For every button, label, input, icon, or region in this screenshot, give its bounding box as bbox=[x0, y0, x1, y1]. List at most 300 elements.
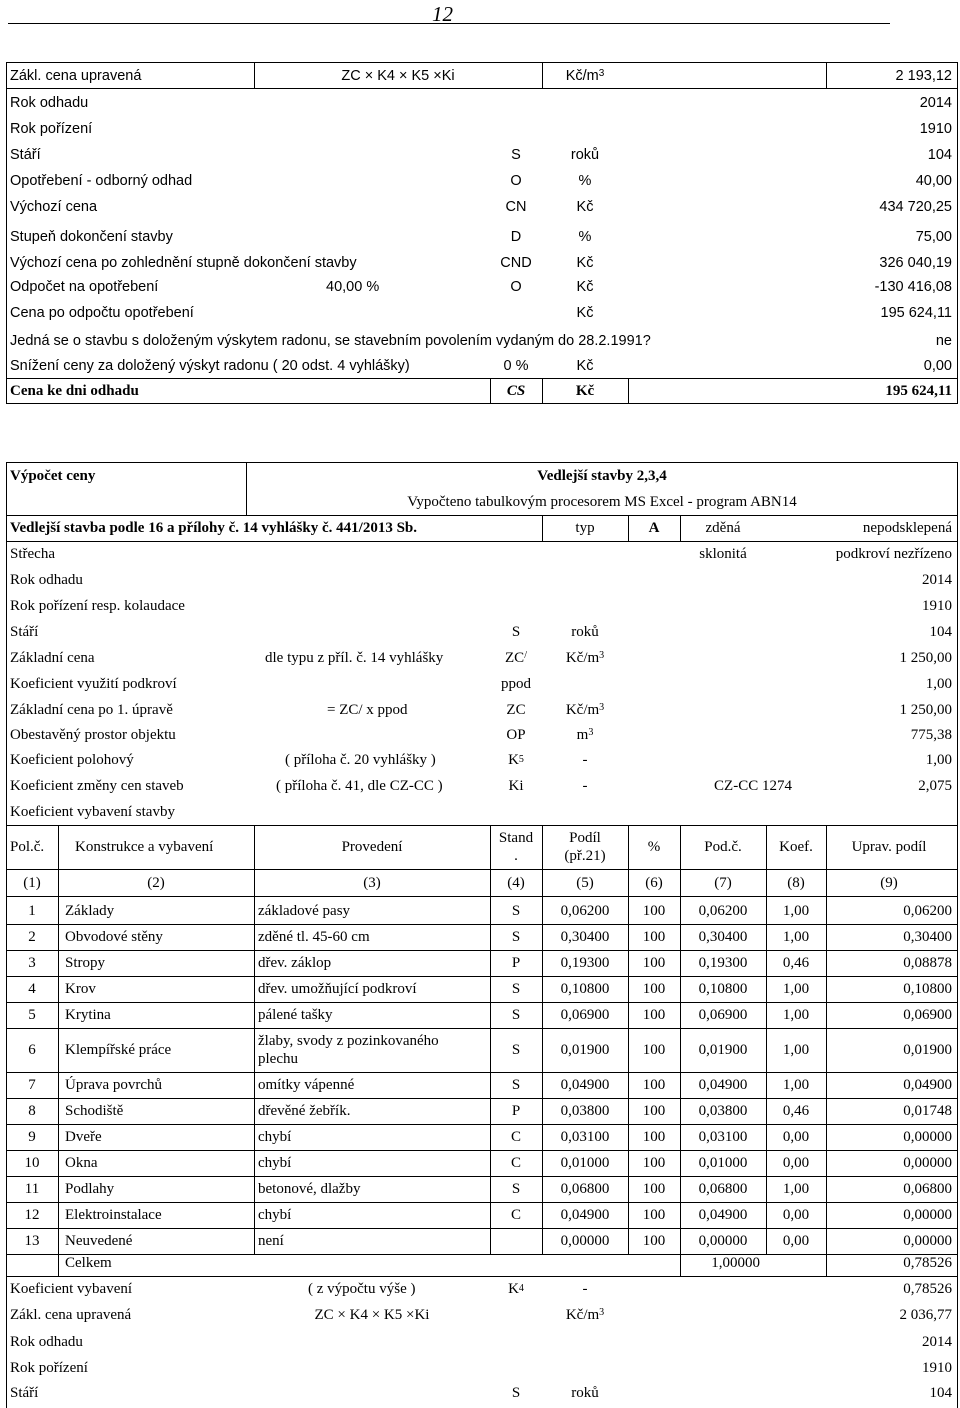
cell-pct: 100 bbox=[642, 928, 666, 945]
cell-prov: chybí bbox=[258, 1154, 292, 1171]
cell-name: Obvodové stěny bbox=[65, 928, 163, 945]
cell-podc: 0,03100 bbox=[698, 1128, 748, 1145]
cell-pct: 100 bbox=[642, 1206, 666, 1223]
cell-podil: 0,06900 bbox=[560, 1006, 610, 1023]
unit-sup: 3 bbox=[598, 68, 605, 79]
label: Základní cena bbox=[10, 649, 95, 666]
row-zakl-cena-2 bbox=[0, 1302, 960, 1328]
cell-podc: 0,19300 bbox=[698, 954, 748, 971]
symbol: S bbox=[511, 623, 521, 640]
sym-text: K bbox=[508, 751, 519, 768]
cell-up: 0,08878 bbox=[903, 954, 952, 971]
unit-sup: 3 bbox=[588, 727, 594, 738]
label: Koeficient polohový bbox=[10, 751, 134, 768]
cell-n: 11 bbox=[24, 1180, 40, 1197]
sym-sub: 4 bbox=[518, 1283, 524, 1294]
cell-up: 0,01748 bbox=[903, 1102, 952, 1119]
cell-pct: 100 bbox=[642, 1180, 666, 1197]
label: Stupeň dokončení stavby bbox=[10, 229, 173, 245]
table-row bbox=[0, 1028, 960, 1072]
cell-pct: 100 bbox=[642, 980, 666, 997]
row-cena-ke-dni bbox=[0, 378, 960, 404]
cell-koef: 0,00 bbox=[782, 1232, 810, 1249]
row-rok-odhadu-3 bbox=[0, 1329, 960, 1355]
unit: Kč bbox=[576, 279, 594, 295]
cell-name: Dveře bbox=[65, 1128, 102, 1145]
cell-podil: 0,03800 bbox=[560, 1102, 610, 1119]
label: Snížení ceny za doložený výskyt radonu ( 20 odst. 4 vyhlášky) bbox=[10, 358, 410, 374]
grid-vline bbox=[58, 825, 59, 1254]
table-row bbox=[0, 1072, 960, 1098]
header-koef: Koef. bbox=[779, 838, 813, 855]
row-koef-vybaveni-stavby bbox=[0, 799, 960, 825]
cell-name: Okna bbox=[65, 1154, 98, 1171]
value: 326 040,19 bbox=[879, 255, 952, 271]
col-num-4: (4) bbox=[507, 874, 525, 891]
cell-name: Klempířské práce bbox=[65, 1041, 172, 1058]
cell-prov: dřev. záklop bbox=[258, 954, 332, 971]
label: Obestavěný prostor objektu bbox=[10, 726, 176, 743]
value: 434 720,25 bbox=[879, 199, 952, 215]
cell-podc: 0,01900 bbox=[698, 1041, 748, 1058]
header-polc: Pol.č. bbox=[10, 838, 45, 855]
cell-prov bbox=[258, 1028, 490, 1072]
grid-hline bbox=[6, 1098, 958, 1099]
value: 0,00 bbox=[923, 358, 952, 374]
unit-sup: 3 bbox=[599, 702, 605, 713]
row-vedlejsi-stavba bbox=[0, 515, 960, 541]
symbol: D bbox=[510, 229, 522, 245]
value: 1 250,00 bbox=[899, 649, 952, 666]
value: 104 bbox=[929, 623, 952, 640]
label: Stáří bbox=[10, 623, 39, 640]
label: Jedná se o stavbu s doloženým výskytem radonu, se stavebním povolením vydaným do 28.2.1991? bbox=[10, 333, 651, 349]
unit-sup: 3 bbox=[599, 650, 605, 661]
attic: podkroví nezřízeno bbox=[835, 545, 952, 562]
cell-pct: 100 bbox=[642, 1041, 666, 1058]
cell-s: S bbox=[511, 902, 521, 919]
reference: ( příloha č. 41, dle CZ-CC ) bbox=[276, 777, 443, 794]
cell-name: Úprava povrchů bbox=[65, 1076, 163, 1093]
col-num-9: (9) bbox=[880, 874, 898, 891]
label: Zákl. cena upravená bbox=[10, 68, 142, 84]
row-stupen-dokonceni bbox=[0, 224, 960, 250]
cell-up: 0,04900 bbox=[903, 1076, 952, 1093]
stand-line1: Stand bbox=[498, 830, 534, 846]
cell-up: 0,00000 bbox=[903, 1232, 952, 1249]
symbol: CND bbox=[500, 255, 532, 271]
label: Odpočet na opotřebení bbox=[10, 279, 159, 295]
row-rok-porizeni-2 bbox=[0, 593, 960, 619]
value: 2 036,77 bbox=[899, 1306, 952, 1323]
cell-n: 8 bbox=[28, 1102, 36, 1119]
value: -130 416,08 bbox=[874, 279, 952, 295]
grid-hline bbox=[6, 1176, 958, 1177]
cell-up: 0,10800 bbox=[903, 980, 952, 997]
unit: - bbox=[582, 751, 588, 768]
cell-up: 0,00000 bbox=[903, 1206, 952, 1223]
formula: ZC × K4 × K5 ×Ki bbox=[341, 68, 455, 84]
cell-podil: 0,01900 bbox=[560, 1041, 610, 1058]
value: 2014 bbox=[919, 95, 952, 111]
cell-podc: 0,00000 bbox=[698, 1232, 748, 1249]
grid-hline bbox=[6, 1124, 958, 1125]
cell-up: 0,30400 bbox=[903, 928, 952, 945]
cell-name: Stropy bbox=[65, 954, 106, 971]
cell-prov: dřevěné žebřík. bbox=[258, 1102, 351, 1119]
sym-sub: 5 bbox=[518, 754, 524, 765]
value: 0,78526 bbox=[903, 1280, 952, 1297]
label: Střecha bbox=[10, 545, 55, 562]
cell-s: C bbox=[510, 1128, 521, 1145]
row-koef-vybaveni bbox=[0, 1276, 960, 1302]
symbol: Ki bbox=[508, 777, 524, 794]
grid-vline bbox=[628, 825, 629, 1254]
unit: Kč bbox=[576, 305, 594, 321]
row-celkem bbox=[0, 1250, 960, 1276]
podc: 1,00000 bbox=[711, 1254, 760, 1271]
cell-koef: 0,00 bbox=[782, 1128, 810, 1145]
cell-podc: 0,10800 bbox=[698, 980, 748, 997]
row-vychozi-cena bbox=[0, 194, 960, 220]
label: Rok pořízení bbox=[10, 1359, 88, 1376]
symbol: O bbox=[510, 279, 522, 295]
cell-podil: 0,06200 bbox=[560, 902, 610, 919]
col-num-7: (7) bbox=[714, 874, 732, 891]
cell-koef: 1,00 bbox=[782, 1041, 810, 1058]
row-zakladni-po-uprave bbox=[0, 697, 960, 723]
cell-koef: 0,46 bbox=[782, 954, 810, 971]
cell-koef: 0,00 bbox=[782, 1154, 810, 1171]
cell-prov: není bbox=[258, 1232, 284, 1249]
grid-hline bbox=[6, 924, 958, 925]
col-num-3: (3) bbox=[363, 874, 381, 891]
unit: Kč bbox=[576, 199, 594, 215]
row-radon-otazka bbox=[0, 328, 960, 354]
s2-header bbox=[0, 463, 960, 489]
cell-prov: betonové, dlažby bbox=[258, 1180, 361, 1197]
row-odpocet bbox=[0, 274, 960, 300]
cell-name: Krov bbox=[65, 980, 96, 997]
percent: 0 % bbox=[503, 358, 529, 374]
header-uprav: Uprav. podíl bbox=[851, 838, 927, 855]
row-snizeni-radon bbox=[0, 353, 960, 379]
grid-vline bbox=[766, 825, 767, 1254]
label: Základní cena po 1. úpravě bbox=[10, 701, 173, 718]
label: Zákl. cena upravená bbox=[10, 1306, 132, 1323]
unit: roků bbox=[571, 1384, 599, 1401]
reference-2: CZ-CC 1274 bbox=[714, 777, 792, 794]
header-podil bbox=[542, 825, 628, 869]
col-num-8: (8) bbox=[787, 874, 805, 891]
symbol: OP bbox=[506, 726, 526, 743]
table-row bbox=[0, 976, 960, 1002]
symbol: S bbox=[511, 147, 521, 163]
unit bbox=[542, 722, 628, 748]
value: 2014 bbox=[922, 571, 952, 588]
value: 1 250,00 bbox=[899, 701, 952, 718]
row-zakl-cena bbox=[0, 63, 960, 89]
reference: = ZC/ x ppod bbox=[327, 701, 408, 718]
value: ne bbox=[935, 333, 952, 349]
col-num-5: (5) bbox=[576, 874, 594, 891]
label: Výchozí cena po zohlednění stupně dokončení stavby bbox=[10, 255, 357, 271]
grid-vline bbox=[542, 825, 543, 1254]
cell-up: 0,06900 bbox=[903, 1006, 952, 1023]
table-row bbox=[0, 1150, 960, 1176]
cell-n: 2 bbox=[28, 928, 36, 945]
cell-n: 13 bbox=[24, 1232, 40, 1249]
grid-vline bbox=[680, 825, 681, 1254]
cell-podil: 0,00000 bbox=[560, 1232, 610, 1249]
cell-n: 4 bbox=[28, 980, 36, 997]
value: 2,075 bbox=[918, 777, 952, 794]
row-koef-polohovy bbox=[0, 747, 960, 773]
cell-koef: 1,00 bbox=[782, 1006, 810, 1023]
cell-podil: 0,03100 bbox=[560, 1128, 610, 1145]
unit: - bbox=[582, 777, 588, 794]
cell-podil: 0,01000 bbox=[560, 1154, 610, 1171]
cell-up: 0,00000 bbox=[903, 1128, 952, 1145]
cell-up: 0,06200 bbox=[903, 902, 952, 919]
unit: roků bbox=[571, 623, 599, 640]
prov-line2: plechu bbox=[258, 1051, 298, 1067]
cell-pct: 100 bbox=[642, 1102, 666, 1119]
value: 1910 bbox=[922, 1359, 952, 1376]
podil-line1: Podíl bbox=[569, 830, 601, 846]
equipment-table-numbers bbox=[0, 870, 960, 896]
cell-pct: 100 bbox=[642, 1128, 666, 1145]
grid-hline bbox=[6, 1150, 958, 1151]
typ-value: A bbox=[648, 519, 660, 536]
value: 0,78526 bbox=[903, 1254, 952, 1271]
unit: Kč bbox=[575, 382, 595, 399]
unit-text: Kč/m bbox=[565, 1306, 600, 1323]
table-row bbox=[0, 1176, 960, 1202]
label: Koeficient vybavení stavby bbox=[10, 803, 175, 820]
cell-s: C bbox=[510, 1154, 521, 1171]
table-row bbox=[0, 1202, 960, 1228]
unit: Kč bbox=[576, 255, 594, 271]
podil-line2: (př.21) bbox=[564, 848, 606, 864]
cell-pct: 100 bbox=[642, 902, 666, 919]
cell-n: 10 bbox=[24, 1154, 40, 1171]
cell-s: S bbox=[511, 1006, 521, 1023]
unit: % bbox=[578, 229, 592, 245]
row-rok-porizeni bbox=[0, 116, 960, 142]
symbol: CS bbox=[506, 382, 526, 399]
cell-name: Podlahy bbox=[65, 1180, 115, 1197]
cell-name: Elektroinstalace bbox=[65, 1206, 162, 1223]
cell-prov: chybí bbox=[258, 1206, 292, 1223]
label: Rok odhadu bbox=[10, 571, 83, 588]
cell-n: 3 bbox=[28, 954, 36, 971]
cell-podc: 0,06900 bbox=[698, 1006, 748, 1023]
typ: typ bbox=[575, 519, 595, 536]
unit-text: Kč/m bbox=[565, 701, 600, 718]
cell-podil: 0,10800 bbox=[560, 980, 610, 997]
value: 2014 bbox=[922, 1333, 952, 1350]
cell-prov: pálené tašky bbox=[258, 1006, 333, 1023]
value: 195 624,11 bbox=[885, 382, 952, 399]
table-row bbox=[0, 1002, 960, 1028]
symbol: O bbox=[510, 173, 522, 189]
cell-podil: 0,04900 bbox=[560, 1206, 610, 1223]
value: 1910 bbox=[922, 597, 952, 614]
cell-koef: 1,00 bbox=[782, 1076, 810, 1093]
label: Rok pořízení resp. kolaudace bbox=[10, 597, 185, 614]
grid-hline bbox=[6, 1228, 958, 1229]
cell-koef: 1,00 bbox=[782, 902, 810, 919]
symbol: CN bbox=[505, 199, 527, 215]
label: Koeficient změny cen staveb bbox=[10, 777, 184, 794]
unit: roků bbox=[570, 147, 600, 163]
cell-up: 0,01900 bbox=[903, 1041, 952, 1058]
value: 775,38 bbox=[910, 726, 952, 743]
shape: sklonitá bbox=[699, 545, 747, 562]
row-opotrebeni bbox=[0, 168, 960, 194]
grid-hline bbox=[6, 950, 958, 951]
symbol: ppod bbox=[501, 675, 531, 692]
label: Rok pořízení bbox=[10, 121, 93, 137]
value: 1910 bbox=[919, 121, 952, 137]
cell-prov: omítky vápenné bbox=[258, 1076, 355, 1093]
cell-s: P bbox=[511, 954, 521, 971]
prov-line1: žlaby, svody z pozinkovaného bbox=[258, 1033, 439, 1049]
label: Stáří bbox=[10, 1384, 39, 1401]
cell-podc: 0,30400 bbox=[698, 928, 748, 945]
cell-prov: zděné tl. 45-60 cm bbox=[258, 928, 370, 945]
header-stand bbox=[490, 825, 542, 869]
grid-hline bbox=[6, 869, 958, 870]
symbol bbox=[490, 1276, 542, 1302]
table-row bbox=[0, 1124, 960, 1150]
sym-text: ZC bbox=[505, 649, 525, 666]
unit bbox=[542, 697, 628, 723]
cell-s: P bbox=[511, 1102, 521, 1119]
label: Stáří bbox=[10, 147, 41, 163]
row-koef-zmeny-cen bbox=[0, 773, 960, 799]
table-row bbox=[0, 1098, 960, 1124]
value: 195 624,11 bbox=[880, 305, 952, 321]
cell-n: 1 bbox=[28, 902, 36, 919]
material: zděná bbox=[705, 519, 741, 536]
title: Vedlejší stavby 2,3,4 bbox=[537, 467, 667, 484]
header-konstrukce: Konstrukce a vybavení bbox=[75, 838, 214, 855]
grid-hline bbox=[6, 825, 958, 826]
symbol bbox=[490, 645, 542, 671]
cell-podc: 0,06800 bbox=[698, 1180, 748, 1197]
s2-subtitle bbox=[0, 489, 960, 515]
equipment-table-header bbox=[0, 825, 960, 869]
cell-n: 9 bbox=[28, 1128, 36, 1145]
unit: % bbox=[578, 173, 592, 189]
basement: nepodsklepená bbox=[862, 519, 952, 536]
label: Cena ke dni odhadu bbox=[10, 382, 139, 399]
label: Rok odhadu bbox=[10, 95, 89, 111]
cell-prov: chybí bbox=[258, 1128, 292, 1145]
label: Opotřebení - odborný odhad bbox=[10, 173, 193, 189]
row-stari-2 bbox=[0, 619, 960, 645]
grid-vline bbox=[826, 825, 827, 1254]
value: 40,00 bbox=[915, 173, 952, 189]
label: Rok odhadu bbox=[10, 1333, 83, 1350]
label: Výchozí cena bbox=[10, 199, 98, 215]
table-row bbox=[0, 950, 960, 976]
grid-vline bbox=[254, 825, 255, 1254]
cell-prov: základové pasy bbox=[258, 902, 351, 919]
cell-s: S bbox=[511, 1076, 521, 1093]
cell-koef: 1,00 bbox=[782, 1180, 810, 1197]
value: 1,00 bbox=[925, 751, 952, 768]
grid-hline bbox=[6, 1028, 958, 1029]
symbol: S bbox=[511, 1384, 521, 1401]
cell-koef: 0,46 bbox=[782, 1102, 810, 1119]
symbol: ZC bbox=[506, 701, 526, 718]
cell-podc: 0,01000 bbox=[698, 1154, 748, 1171]
cell-s: S bbox=[511, 980, 521, 997]
cell-podc: 0,03800 bbox=[698, 1102, 748, 1119]
cell-n: 6 bbox=[28, 1041, 36, 1058]
reference: dle typu z příl. č. 14 vyhlášky bbox=[265, 649, 444, 666]
unit bbox=[542, 645, 628, 671]
stand-line2: . bbox=[514, 848, 518, 864]
grid-hline bbox=[6, 1202, 958, 1203]
unit-text: Kč/m bbox=[565, 68, 599, 84]
cell-n: 7 bbox=[28, 1076, 36, 1093]
label: Celkem bbox=[65, 1254, 112, 1271]
value: 1,00 bbox=[925, 675, 952, 692]
cell-pct: 100 bbox=[642, 1006, 666, 1023]
cell-n: 5 bbox=[28, 1006, 36, 1023]
cell-up: 0,06800 bbox=[903, 1180, 952, 1197]
cell-pct: 100 bbox=[642, 954, 666, 971]
header-provedeni: Provedení bbox=[341, 838, 403, 855]
cell-s: S bbox=[511, 1041, 521, 1058]
cell-koef: 1,00 bbox=[782, 980, 810, 997]
grid-hline bbox=[6, 1072, 958, 1073]
col-num-6: (6) bbox=[645, 874, 663, 891]
cell-podil: 0,04900 bbox=[560, 1076, 610, 1093]
header-rule bbox=[8, 23, 890, 24]
grid-vline bbox=[490, 825, 491, 1254]
cell-podil: 0,30400 bbox=[560, 928, 610, 945]
subtitle: Vypočteno tabulkovým procesorem MS Excel - program ABN14 bbox=[407, 493, 797, 510]
row-vychozi-zohledneni bbox=[0, 250, 960, 276]
percent: 40,00 % bbox=[326, 279, 380, 295]
cell-name: Schodiště bbox=[65, 1102, 124, 1119]
row-stari bbox=[0, 142, 960, 168]
cell-up: 0,00000 bbox=[903, 1154, 952, 1171]
cell-n: 12 bbox=[24, 1206, 40, 1223]
label: Vedlejší stavba podle 16 a přílohy č. 14 vyhlášky č. 441/2013 Sb. bbox=[10, 519, 417, 536]
cell-podil: 0,19300 bbox=[560, 954, 610, 971]
unit: Kč bbox=[576, 358, 594, 374]
grid-hline bbox=[6, 976, 958, 977]
unit-text: m bbox=[576, 726, 589, 743]
unit: - bbox=[582, 1280, 588, 1297]
cell-pct: 100 bbox=[642, 1076, 666, 1093]
cell-name: Základy bbox=[65, 902, 115, 919]
page-number: 12 bbox=[432, 2, 453, 26]
row-rok-odhadu bbox=[0, 90, 960, 116]
row-rok-porizeni-3 bbox=[0, 1355, 960, 1381]
reference: ( příloha č. 20 vyhlášky ) bbox=[285, 751, 436, 768]
unit bbox=[542, 63, 628, 89]
row-koef-podkrovi bbox=[0, 671, 960, 697]
label: Výpočet ceny bbox=[10, 467, 96, 484]
cell-koef: 1,00 bbox=[782, 928, 810, 945]
